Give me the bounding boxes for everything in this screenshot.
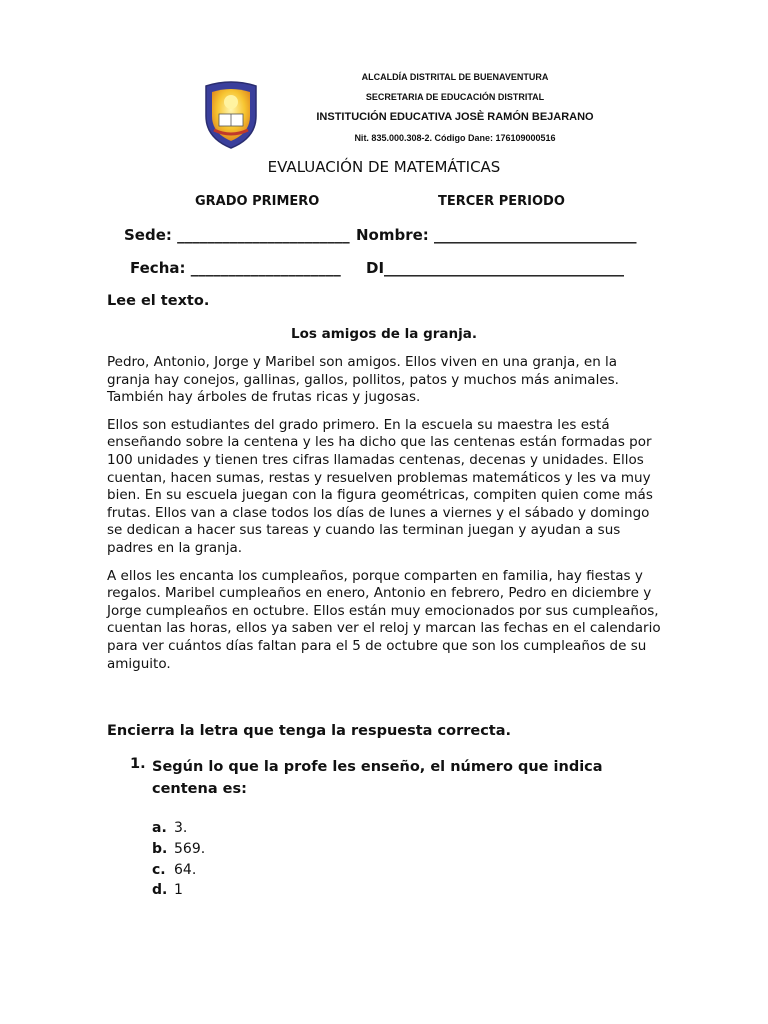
option-text: 569. (174, 840, 206, 857)
story-paragraph: Pedro, Antonio, Jorge y Maribel son amigos. Ellos viven en una granja, en la granja hay conejos, gallinas, gallos, pollitos, patos y muchos más animales. También hay árboles de frutas ricas y jugosas. (107, 354, 619, 406)
story-paragraph: A ellos les encanta los cumpleaños, porque comparten en familia, hay fiestas y regalos. Maribel cumpleaños en enero, Antonio en febrero, Pedro en diciembre y Jorge cumpleaños en octubre. Ellos están muy emocionados por sus cumpleaños, cuentan las horas, ellos ya saben ver el reloj y marcan las fechas en el calendario para ver cuántos días faltan para el 5 de octubre que son los cumpleaños de su amiguito. (107, 567, 661, 672)
page-title: EVALUACIÓN DE MATEMÁTICAS (267, 158, 501, 176)
header-line-2: SECRETARIA DE EDUCACIÓN DISTRITAL (365, 92, 545, 102)
header-line-4: Nit. 835.000.308-2. Código Dane: 176109000516 (354, 133, 556, 143)
question-instruction: Encierra la letra que tenga la respuesta correcta. (107, 723, 512, 739)
answer-options (152, 818, 205, 901)
fecha-field[interactable]: Fecha: ____________________ (130, 259, 341, 277)
question-number: 1. (130, 756, 146, 772)
option-letter: c. (152, 861, 166, 878)
answer-option-d[interactable] (152, 880, 205, 901)
option-letter: d. (152, 882, 168, 899)
nombre-field[interactable]: Nombre: ___________________________ (356, 226, 637, 244)
period-label: TERCER PERIODO (438, 194, 565, 209)
header-line-3: INSTITUCIÓN EDUCATIVA JOSÈ RAMÓN BEJARANO (316, 111, 594, 123)
option-text: 64. (174, 861, 197, 878)
option-letter: a. (152, 820, 167, 836)
header-line-1: ALCALDÍA DISTRITAL DE BUENAVENTURA (361, 72, 549, 82)
school-shield-logo (202, 80, 260, 150)
question-text: Según lo que la profe les enseño, el número que indica centena es: (152, 759, 603, 797)
story-text (107, 354, 663, 683)
story-title: Los amigos de la granja. (291, 326, 477, 342)
answer-option-c[interactable] (152, 860, 205, 881)
answer-option-a[interactable] (152, 818, 205, 839)
story-paragraph: Ellos son estudiantes del grado primero. En la escuela su maestra les está enseñando sobre la centena y les ha dicho que las centenas están formadas por 100 unidades y tienen tres cifras llamadas centenas, decenas y unidades. Ellos cuentan, hacen sumas, restas y resuelven problemas matemáticos y les va muy bien. En su escuela juegan con la figura geométricas, compiten quien come más frutas. Ellos van a clase todos los días de lunes a viernes y el sábado y domingo se dedican a hacer sus tareas y cuando las terminan juegan y ayudan a sus padres en la granja. (107, 416, 653, 556)
read-instruction: Lee el texto. (107, 293, 210, 309)
option-text: 3. (174, 820, 188, 836)
di-field[interactable]: DI________________________________ (366, 259, 625, 277)
option-letter: b. (152, 840, 168, 857)
option-text: 1 (174, 882, 183, 899)
sede-field[interactable]: Sede: _______________________ (124, 226, 350, 244)
grade-label: GRADO PRIMERO (195, 194, 320, 209)
answer-option-b[interactable] (152, 839, 205, 860)
